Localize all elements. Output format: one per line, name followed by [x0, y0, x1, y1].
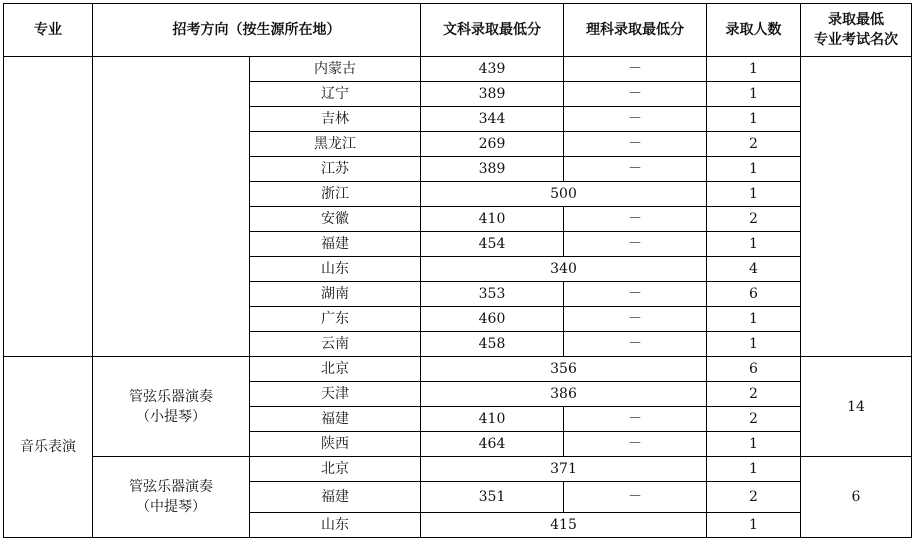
province-cell: 天津 — [250, 382, 421, 407]
province-cell: 广东 — [250, 307, 421, 332]
rank-viola-cell: 6 — [801, 457, 912, 538]
science-score-cell: － — [564, 432, 707, 457]
direction-cell-blank — [93, 57, 250, 357]
rank-violin-cell: 14 — [801, 357, 912, 457]
arts-score-cell: 269 — [421, 132, 564, 157]
province-cell: 内蒙古 — [250, 57, 421, 82]
direction-violin-cell — [93, 357, 250, 457]
province-cell: 云南 — [250, 332, 421, 357]
science-score-cell: － — [564, 82, 707, 107]
header-major: 专业 — [4, 4, 93, 57]
count-cell: 1 — [707, 457, 801, 482]
province-cell: 山东 — [250, 257, 421, 282]
count-cell: 1 — [707, 57, 801, 82]
header-arts-min: 文科录取最低分 — [421, 4, 564, 57]
header-direction: 招考方向（按生源所在地） — [93, 4, 421, 57]
header-science-min: 理科录取最低分 — [564, 4, 707, 57]
province-cell: 山东 — [250, 513, 421, 538]
rank-cell-blank — [801, 57, 912, 357]
merged-score-cell: 340 — [421, 257, 707, 282]
count-cell: 1 — [707, 307, 801, 332]
arts-score-cell: 458 — [421, 332, 564, 357]
province-cell: 辽宁 — [250, 82, 421, 107]
header-count: 录取人数 — [707, 4, 801, 57]
arts-score-cell: 460 — [421, 307, 564, 332]
header-row — [4, 4, 912, 57]
count-cell: 6 — [707, 282, 801, 307]
count-cell: 2 — [707, 482, 801, 513]
table-row — [4, 357, 912, 382]
count-cell: 2 — [707, 132, 801, 157]
province-cell: 湖南 — [250, 282, 421, 307]
count-cell: 4 — [707, 257, 801, 282]
count-cell: 2 — [707, 407, 801, 432]
count-cell: 1 — [707, 232, 801, 257]
province-cell: 吉林 — [250, 107, 421, 132]
count-cell: 1 — [707, 82, 801, 107]
arts-score-cell: 344 — [421, 107, 564, 132]
direction-viola-line2: （中提琴） — [136, 499, 206, 515]
science-score-cell: － — [564, 57, 707, 82]
province-cell: 浙江 — [250, 182, 421, 207]
merged-score-cell: 386 — [421, 382, 707, 407]
direction-violin-line2: （小提琴） — [136, 408, 206, 425]
province-cell: 黑龙江 — [250, 132, 421, 157]
province-cell: 江苏 — [250, 157, 421, 182]
count-cell: 1 — [707, 332, 801, 357]
direction-viola-line1: 管弦乐器演奏 — [129, 479, 213, 495]
merged-score-cell: 415 — [421, 513, 707, 538]
merged-score-cell: 356 — [421, 357, 707, 382]
table-row — [4, 57, 912, 82]
province-cell: 北京 — [250, 457, 421, 482]
province-cell: 福建 — [250, 407, 421, 432]
count-cell: 1 — [707, 432, 801, 457]
count-cell: 6 — [707, 357, 801, 382]
province-cell: 福建 — [250, 482, 421, 513]
science-score-cell: － — [564, 107, 707, 132]
science-score-cell: － — [564, 282, 707, 307]
count-cell: 1 — [707, 107, 801, 132]
science-score-cell: － — [564, 232, 707, 257]
major-cell-blank — [4, 57, 93, 357]
science-score-cell: － — [564, 332, 707, 357]
arts-score-cell: 454 — [421, 232, 564, 257]
major-name-cell: 音乐表演 — [4, 357, 93, 538]
direction-viola-cell — [93, 457, 250, 538]
arts-score-cell: 464 — [421, 432, 564, 457]
science-score-cell: － — [564, 307, 707, 332]
science-score-cell: － — [564, 482, 707, 513]
province-cell: 北京 — [250, 357, 421, 382]
admission-score-table — [3, 3, 912, 538]
arts-score-cell: 410 — [421, 207, 564, 232]
arts-score-cell: 351 — [421, 482, 564, 513]
table-row — [4, 457, 912, 482]
arts-score-cell: 389 — [421, 157, 564, 182]
merged-score-cell: 500 — [421, 182, 707, 207]
merged-score-cell: 371 — [421, 457, 707, 482]
province-cell: 福建 — [250, 232, 421, 257]
province-cell: 陕西 — [250, 432, 421, 457]
arts-score-cell: 353 — [421, 282, 564, 307]
header-rank-line2: 专业考试名次 — [814, 32, 898, 48]
province-cell: 安徽 — [250, 207, 421, 232]
direction-violin-line1: 管弦乐器演奏 — [129, 388, 213, 405]
header-rank-line1: 录取最低 — [828, 12, 884, 28]
header-rank — [801, 4, 912, 57]
arts-score-cell: 389 — [421, 82, 564, 107]
arts-score-cell: 439 — [421, 57, 564, 82]
science-score-cell: － — [564, 132, 707, 157]
count-cell: 1 — [707, 182, 801, 207]
science-score-cell: － — [564, 407, 707, 432]
count-cell: 1 — [707, 513, 801, 538]
count-cell: 2 — [707, 207, 801, 232]
arts-score-cell: 410 — [421, 407, 564, 432]
count-cell: 1 — [707, 157, 801, 182]
count-cell: 2 — [707, 382, 801, 407]
science-score-cell: － — [564, 157, 707, 182]
science-score-cell: － — [564, 207, 707, 232]
